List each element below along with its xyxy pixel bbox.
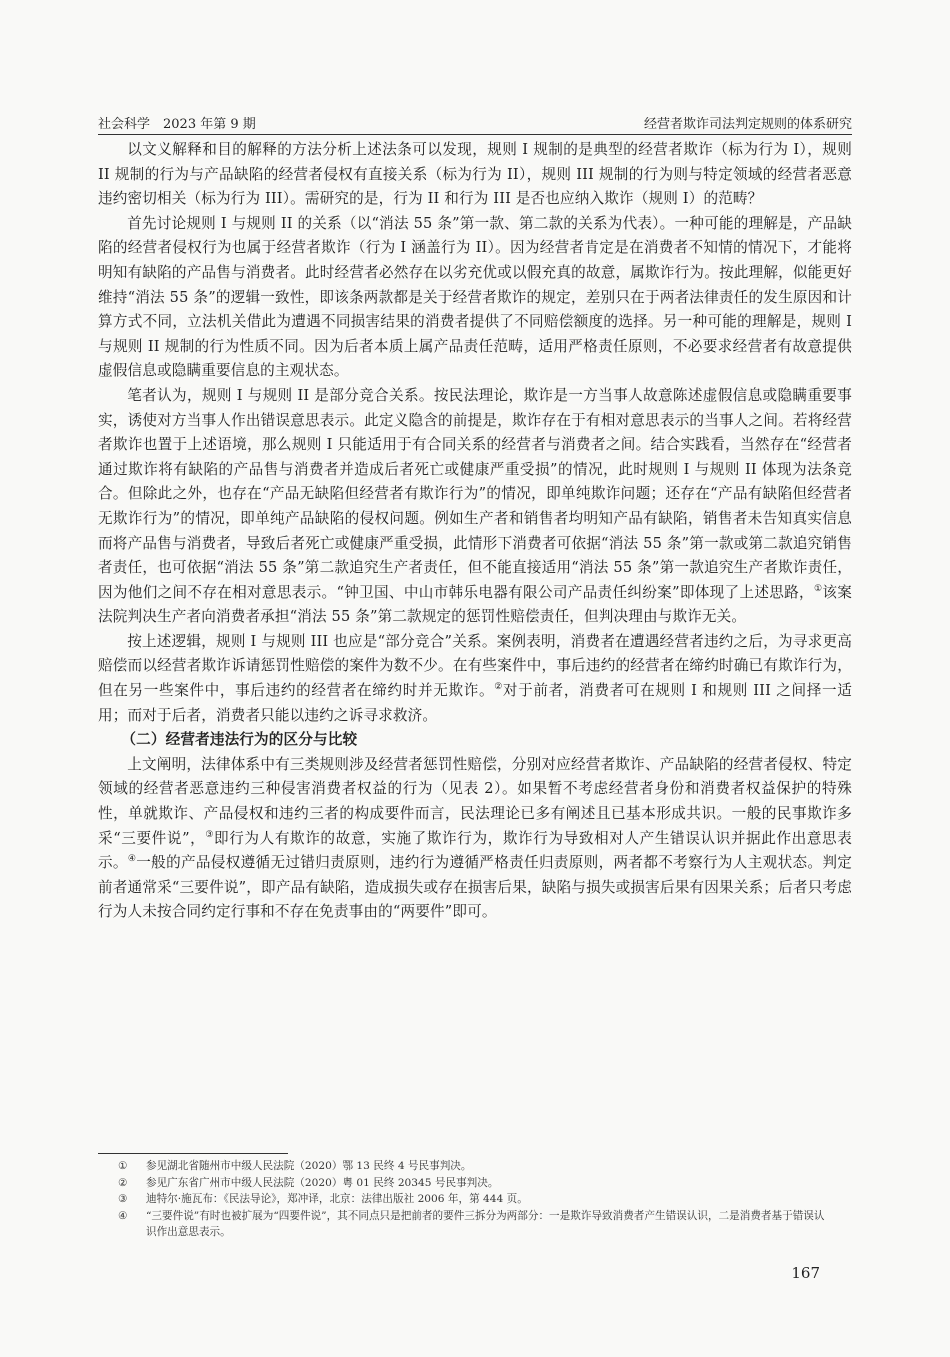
paragraph-3 [98, 384, 852, 630]
paragraph-4 [98, 630, 852, 728]
footnote-rule [98, 1153, 288, 1154]
section-heading: （二）经营者违法行为的区分与比较 [121, 731, 358, 749]
footnote-ref-2[interactable]: ② [494, 682, 503, 693]
paragraph-5 [98, 753, 852, 925]
paragraph-4-text-a: 按上述逻辑，规则 I 与规则 III 也应是“部分竞合”关系。案例表明，消费者在遭遇经营者违约之后，为寻求更高赔偿而以经营者欺诈诉请惩罚性赔偿的案件为数不少。在有些案件中，事后违约的经营者在缔约时确已有欺诈行为，但在另一些案件中，事后违约的经营者在缔约时并无欺诈。 [98, 632, 852, 700]
footnotes [118, 1158, 830, 1241]
footnote-text: 参见广东省广州市中级人民法院（2020）粤 01 民终 20345 号民事判决。 [146, 1176, 499, 1189]
paragraph-5-text-b: 即行为人有欺诈的故意，实施了欺诈行为，欺诈行为导致相对人产生错误认识并据此作出意思表示。 [98, 829, 853, 872]
footnote-mark: ① [118, 1160, 128, 1172]
footnote-ref-1[interactable]: ① [813, 583, 823, 594]
footnote-text: 迪特尔·施瓦布：《民法导论》，郑冲译，北京：法律出版社 2006 年，第 444 页。 [146, 1193, 528, 1205]
paragraph-2: 首先讨论规则 I 与规则 II 的关系（以“消法 55 条”第一款、第二款的关系为代表）。一种可能的理解是，产品缺陷的经营者侵权行为也属于经营者欺诈（行为 I 涵盖行为 II）。因为经营者肯定是在消费者不知情的情况下，才能将明知有缺陷的产品售与消费者。此时经营者必然存在以劣充优或以假充真的故意，属欺诈行为。按此理解，似能更好维持“消法 55 条”的逻辑一致性，即该条两款都是关于经营者欺诈的规定，差别只在于两者法律责任的发生原因和计算方式不同，立法机关借此为遭遇不同损害结果的消费者提供了不同赔偿额度的选择。另一种可能的理解是，规则 I 与规则 II 规制的行为性质不同。因为后者本质上属产品责任范畴，适用严格责任原则，不必要求经营者有故意提供虚假信息或隐瞒重要信息的主观状态。 [98, 214, 852, 380]
footnote-mark: ④ [118, 1209, 128, 1222]
footnote-mark: ② [118, 1176, 128, 1189]
paragraph-3-text-b: 该案法院判决生产者向消费者承担“消法 55 条”第二款规定的惩罚性赔偿责任，但判决理由与欺诈无关。 [98, 583, 853, 626]
paragraph-4-text-b: 对于前者，消费者可在规则 I 和规则 III 之间择一适用；而对于后者，消费者只能以违约之诉寻求救济。 [98, 682, 852, 724]
paragraph-3-text-a: 笔者认为，规则 I 与规则 II 是部分竞合关系。按民法理论，欺诈是一方当事人故意陈述虚假信息或隐瞒重要事实，诱使对方当事人作出错误意思表示。此定义隐含的前提是，欺诈存在于有相对意思表示的当事人之间。若将经营者欺诈也置于上述语境，那么规则 I 只能适用于有合同关系的经营者与消费者之间。结合实践看，当然存在“经营者通过欺诈将有缺陷的产品售与消费者并造成后者死亡或健康严重受损”的情况，此时规则 I 与规则 II 体现为法条竞合。但除此之外，也存在“产品无缺陷但经营者有欺诈行为”的情况，即单纯欺诈问题；还存在“产品有缺陷但经营者无欺诈行为”的情况，即单纯产品缺陷的侵权问题。例如生产者和销售者均明知产品有缺陷，销售者未告知真实信息而将产品售与消费者，导致后者死亡或健康严重受损，此情形下消费者可依据“消法 55 条”第一款或第二款追究销售者责任，也可依据“消法 55 条”第二款追究生产者责任，但不能直接适用“消法 55 条”第一款追究生产者欺诈责任，因为他们之间不存在相对意思表示。“钟卫国、中山市韩乐电器有限公司产品责任纠纷案”即体现了上述思路， [98, 386, 852, 601]
footnote-1 [118, 1158, 830, 1175]
footnote-text: 参见湖北省随州市中级人民法院（2020）鄂 13 民终 4 号民事判决。 [146, 1160, 472, 1172]
paragraph-1: 以文义解释和目的解释的方法分析上述法条可以发现，规则 I 规制的是典型的经营者欺诈（标为行为 I），规则 II 规制的行为与产品缺陷的经营者侵权有直接关系（标为行为 II），规则 III 规制的行为则与特定领域的经营者恶意违约密切相关（标为行为 III）。需研究的是，行为 II 和行为 III 是否也应纳入欺诈（规则 I）的范畴？ [98, 141, 852, 208]
footnote-text: “三要件说”有时也被扩展为“四要件说”，其不同点只是把前者的要件三拆分为两部分：一是欺诈导致消费者产生错误认识，二是消费者基于错误认识作出意思表示。 [146, 1209, 825, 1238]
footnote-3 [118, 1191, 830, 1208]
header-rule [98, 134, 852, 135]
footnote-2 [118, 1175, 830, 1192]
article-running-title: 经营者欺诈司法判定规则的体系研究 [643, 117, 852, 132]
footnote-mark: ③ [118, 1193, 128, 1205]
paragraph-5-text-c: 一般的产品侵权遵循无过错归责原则，违约行为遵循严格责任归责原则，两者都不考察行为人主观状态。判定前者通常采“三要件说”，即产品有缺陷，造成损失或存在损害后果，缺陷与损失或损害后果有因果关系；后者只考虑行为人未按合同约定行事和不存在免责事由的“两要件”即可。 [98, 854, 852, 921]
footnote-ref-4[interactable]: ④ [127, 854, 137, 865]
article-body [98, 138, 852, 925]
footnote-4 [118, 1208, 830, 1241]
journal-issue: 社会科学 2023 年第 9 期 [98, 117, 256, 132]
page-number: 167 [791, 1264, 820, 1282]
footnote-ref-3[interactable]: ③ [205, 829, 215, 840]
paragraph-5-text-a: 上文阐明，法律体系中有三类规则涉及经营者惩罚性赔偿，分别对应经营者欺诈、产品缺陷的经营者侵权、特定领域的经营者恶意违约三种侵害消费者权益的行为（见表 2）。如果暂不考虑经营者身份和消费者权益保护的特殊性，单就欺诈、产品侵权和违约三者的构成要件而言，民法理论已多有阐述且已基本形成共识。一般的民事欺诈多采“三要件说”， [98, 755, 852, 847]
running-header [98, 110, 852, 132]
